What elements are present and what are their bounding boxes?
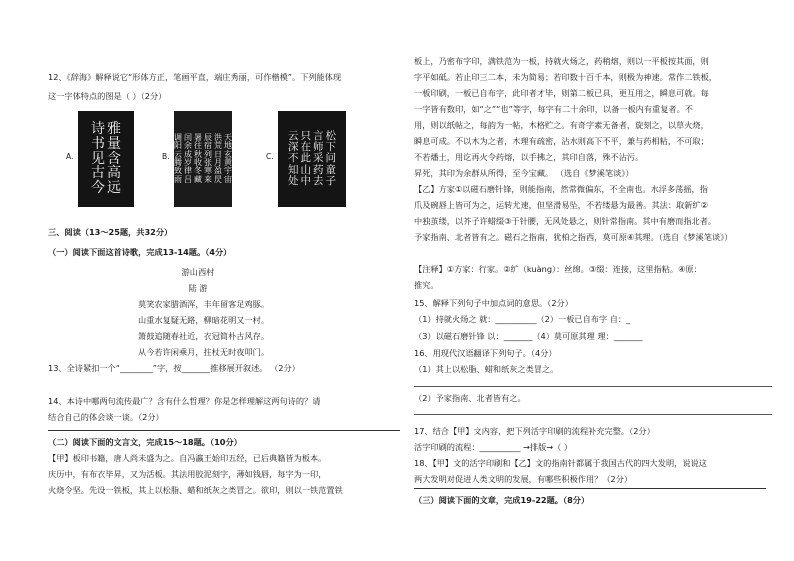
calligraphy-column: 洪 荒 日 月 盈 昃 — [214, 132, 222, 184]
calligraphy-column: 闰 余 成 岁 律 吕 — [184, 132, 192, 184]
calligraphy-sample-b — [174, 111, 232, 207]
calligraphy-column: 天 地 玄 黄 宇 宙 — [224, 132, 232, 184]
q14-line1: 14、本诗中哪两句流传最广？含有什么哲理？你是怎样理解这两句诗的？请 — [48, 396, 321, 406]
calligraphy-column: 暑 往 秋 收 冬 藏 — [194, 132, 202, 184]
calligraphy-column: 辰 宿 列 张 寒 来 — [204, 132, 212, 184]
calligraphy-column: 云 深 不 知 处 — [288, 130, 299, 187]
section3-title: 三、阅读（13～25题，共32分） — [48, 227, 173, 237]
section-divider — [414, 488, 766, 489]
text-line-3: 一板印刷，一板已自布字，此印者才毕，则第二板已具，更互用之，瞬息可就。每 — [414, 88, 709, 98]
poem-author: 陆 游 — [188, 283, 208, 293]
part3-title: （三）阅读下面的文章，完成19-22题。（8分） — [414, 495, 590, 505]
text-line-10: 爪及碗唇上皆可为之，运转尤速，但坚滑易坠，不若缕悬为最善。其法：取新纩② — [414, 200, 708, 210]
q16-item-1: （1）其上以松脂、蜡和纸灰之类冒之。 — [414, 364, 559, 374]
text-line-2: 字平如砥。若止印三二本，未为简易；若印数十百千本，则极为神速。常作二铁板， — [414, 72, 717, 82]
part2-title: （二）阅读下面的文言文，完成15～18题。（10分） — [48, 437, 242, 447]
q12-line1: 12、《辞海》解释说它“形体方正，笔画平直，端庄秀丽，可作楷模”。下列能体现 — [48, 72, 342, 82]
calligraphy-column: 调 阳 云 腾 致 雨 — [174, 132, 182, 184]
poem-line-1: 莫笑农家腊酒浑，丰年留客足鸡豚。 — [138, 299, 270, 309]
sample-c-label: C. — [266, 152, 274, 161]
poem-line-2: 山重水复疑无路，柳暗花明又一村。 — [138, 315, 270, 325]
text-line-8: 昇死，其印为余群从所得，至今宝藏。 （选自《梦溪笔谈》） — [414, 168, 634, 178]
calligraphy-column: 言 师 采 药 去 — [313, 130, 324, 187]
calligraphy-sample-c — [278, 111, 346, 207]
q12-line2: 这一字体特点的图是（ ）（2分） — [48, 91, 167, 101]
text-line-7: 不若燔土，用讫再火令药熔，以手拂之，其印自落，殊不沾污。 — [414, 152, 644, 162]
q15-items-2: （3）以磁石磨针锋 以：_______（4）莫可原其理 理：_______ — [414, 331, 643, 341]
section-divider — [48, 430, 400, 431]
q17: 17、结合【甲】文内容，把下列活字印刷的流程补充完整。（2分） — [414, 426, 655, 436]
calligraphy-sample-a — [78, 111, 134, 207]
jia-line-2: 庆历中，有布衣毕昇，又为活板。其法用胶泥刻字，薄如钱唇，每字为一印， — [48, 469, 327, 479]
sample-a-label: A. — [66, 152, 74, 161]
sample-b-label: B. — [162, 152, 170, 161]
q15: 15、解释下列句子中加点词的意思。（2分） — [414, 298, 573, 308]
jia-line-3: 火烧令坚。先设一铁板，其上以松脂、蜡和纸灰之类冒之。欲印，则以一铁范置铁 — [48, 485, 343, 495]
text-line-5: 用，则以纸帖之，每韵为一帖，木格贮之。有奇字素无备者，旋刻之，以草火烧， — [414, 120, 709, 130]
calligraphy-column: 只 在 此 山 中 — [300, 130, 311, 187]
part1-title: （一）阅读下面这首诗歌，完成13-14题。（4分） — [48, 247, 232, 257]
q15-items-1: （1）持就火炀之 就：__________（2）一板已自布字 自：_ — [414, 314, 631, 324]
text-line-11: 中独茧缕，以芥子许蜡缀③于针腰，无风处悬之，则针常指南。其中有磨而指北者。 — [414, 216, 717, 226]
q17-flow: 活字印刷的流程：__________ →排版→（ ） — [414, 442, 573, 452]
poem-line-3: 箫鼓追随春社近，衣冠简朴古风存。 — [138, 331, 270, 341]
jia-line-1: 【甲】板印书籍，唐人尚未盛为之。自冯瀛王始印五经，已后典籍皆为板本。 — [48, 453, 327, 463]
poem-line-4: 从今若许闲乘月，拄杖无时夜叩门。 — [138, 347, 270, 357]
q14-line2: 结合自己的体会谈一谈。（2分） — [48, 412, 164, 422]
note-line-1: 【注释】①方家：行家。②纩（kuàng）：丝绵。③缀：连接，这里指粘。④原： — [414, 264, 702, 274]
answer-line — [414, 414, 772, 415]
text-line-1: 板上，乃密布字印，满铁范为一板，持就火炀之，药稍熔，则以一平板按其面，则 — [414, 56, 709, 66]
q18-line1: 18、【甲】文的活字印刷和【乙】文的指南针都属于我国古代的四大发明，说说这 — [414, 458, 707, 468]
text-line-9: 【乙】方家①以磁石磨针锋，则能指南，然常微偏东，不全南也。水浮多荡摇，指 — [414, 184, 708, 194]
poem-title: 游山西村 — [181, 267, 215, 277]
text-line-12: 予家指南、北者皆有之。磁石之指南，犹柏之指西，莫可原④其理。（选自《梦溪笔谈》） — [414, 232, 733, 242]
note-line-2: 推究。 — [414, 280, 439, 290]
calligraphy-column: 松 下 问 童 子 — [325, 130, 336, 187]
q13: 13、全诗紧扣一个“________”字，按_______推移展开叙述。 （2分） — [48, 363, 300, 373]
q16-item-2: （2）予家指南、北者皆有之。 — [414, 393, 526, 403]
answer-line — [414, 386, 772, 387]
calligraphy-column: 雅 量 含 高 远 — [107, 121, 121, 197]
calligraphy-column: 诗 书 见 古 今 — [91, 121, 105, 197]
q16: 16、用现代汉语翻译下列句子。（4分） — [414, 348, 557, 358]
q18-line2: 两大发明对促进人类文明的发展，有哪些积极作用？（2分） — [414, 474, 633, 484]
text-line-4: 一字皆有数印，如“之”“也”等字，每字有二十余印，以备一板内有重复者。不 — [414, 104, 693, 114]
text-line-6: 瞬息可成。不以木为之者，木理有疏密，沾水则高下不平，兼与药相粘，不可取； — [414, 136, 709, 146]
